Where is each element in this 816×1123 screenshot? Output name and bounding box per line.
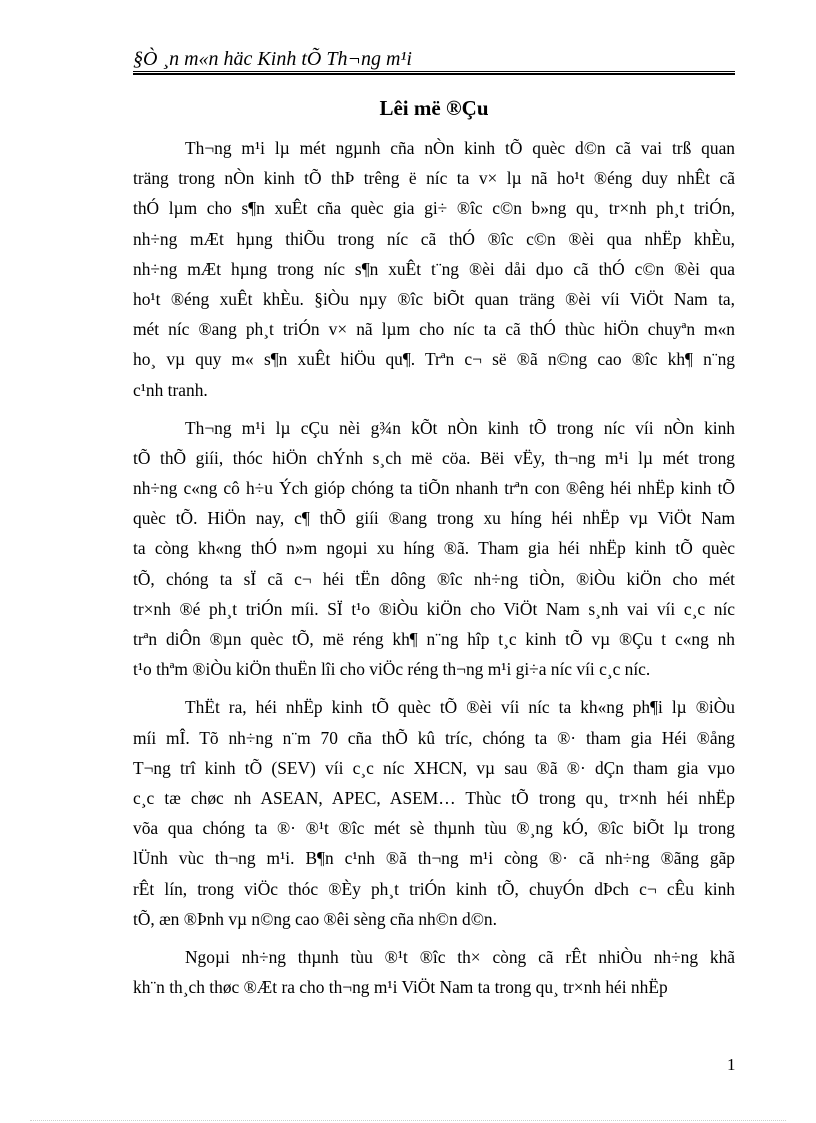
page-number: 1 bbox=[727, 1055, 736, 1074]
header-rule bbox=[133, 71, 735, 75]
text-line: c¹nh tranh. bbox=[133, 379, 208, 400]
text-line: võa qua chóng ta ®· ®¹t ®îc mét sè thµnh tùu ®¸ng kÓ, ®îc biÕt lµ trong bbox=[133, 818, 735, 839]
body-text bbox=[133, 133, 735, 1010]
text-line: thÓ lµm cho s¶n xuÊt cña quèc gia gi÷ ®îc c©n b»ng qu¸ tr×nh ph¸t triÓn, bbox=[133, 198, 735, 219]
text-line: träng trong nÒn kinh tÕ thÞ trêng ë níc ta v× lµ nã ho¹t ®éng duy nhÊt cã bbox=[133, 168, 735, 189]
page-title: Lêi më ®Çu bbox=[379, 96, 489, 120]
text-line: nh÷ng mÆt hµng thiÕu trong níc cã thÓ ®îc c©n ®èi qua nhËp khÈu, bbox=[133, 228, 735, 249]
paragraph bbox=[133, 413, 735, 685]
text-line: rÊt lín, trong viÖc thóc ®Èy ph¸t triÓn kinh tÕ, chuyÓn dÞch c¬ cÊu kinh bbox=[133, 878, 735, 899]
text-line: c¸c tæ chøc nh ASEAN, APEC, ASEM… Thùc tÕ trong qu¸ tr×nh héi nhËp bbox=[133, 787, 735, 808]
text-line: ThËt ra, héi nhËp kinh tÕ quèc tÕ ®èi víi níc ta kh«ng ph¶i lµ ®iÒu bbox=[185, 697, 735, 718]
paragraph bbox=[133, 133, 735, 405]
text-line: ho¸ vµ quy m« s¶n xuÊt hiÖu qu¶. Trªn c¬ së ®ã n©ng cao ®îc kh¶ n¨ng bbox=[133, 349, 735, 370]
running-header: §Ò ¸n m«n häc Kinh tÕ Th¬ng m¹i bbox=[133, 48, 412, 70]
text-line: tÕ, chóng ta sÏ cã c¬ héi tËn dông ®îc nh÷ng tiÒn, ®iÒu kiÖn cho mét bbox=[133, 568, 735, 589]
text-line: lÜnh vùc th¬ng m¹i. B¶n c¹nh ®ã th¬ng m¹i còng ®· cã nh÷ng ®ãng gãp bbox=[133, 848, 735, 869]
text-line: quèc tÕ. HiÖn nay, c¶ thÕ giíi ®ang trong xu híng héi nhËp vµ ViÖt Nam bbox=[133, 508, 735, 529]
text-line: Th¬ng m¹i lµ cÇu nèi g¾n kÕt nÒn kinh tÕ trong níc víi nÒn kinh bbox=[185, 417, 735, 438]
paragraph bbox=[133, 942, 735, 1002]
text-line: Th¬ng m¹i lµ mét ngµnh cña nÒn kinh tÕ quèc d©n cã vai trß quan bbox=[185, 138, 735, 158]
text-line: t¹o thªm ®iÒu kiÖn thuËn lîi cho viÖc réng th¬ng m¹i gi÷a níc víi c¸c níc. bbox=[133, 659, 651, 680]
text-line: kh¨n th¸ch thøc ®Æt ra cho th¬ng m¹i ViÖt Nam ta trong qu¸ tr×nh héi nhËp bbox=[133, 977, 668, 998]
text-line: ho¹t ®éng xuÊt khÈu. §iÒu nµy ®îc biÕt quan träng ®èi víi ViÖt Nam ta, bbox=[133, 288, 735, 309]
text-line: ta còng kh«ng thÓ n»m ngoµi xu híng ®ã. Tham gia héi nhËp kinh tÕ quèc bbox=[133, 538, 735, 559]
text-line: mét níc ®ang ph¸t triÓn v× nã lµm cho níc ta cã thÓ thùc hiÖn chuyªn m«n bbox=[133, 319, 735, 340]
text-line: trªn diÔn ®µn quèc tÕ, më réng kh¶ n¨ng hîp t¸c kinh tÕ vµ ®Çu t c«ng nh bbox=[133, 629, 735, 649]
text-line: tÕ thÕ giíi, thóc hiÖn chÝnh s¸ch më cöa. Bëi vËy, th¬ng m¹i lµ mét trong bbox=[133, 447, 735, 468]
text-line: tÕ, æn ®Þnh vµ n©ng cao ®êi sèng cña nh©n d©n. bbox=[133, 908, 497, 929]
text-line: nh÷ng c«ng cô h÷u Ých gióp chóng ta tiÕn nhanh trªn con ®êng héi nhËp kinh tÕ bbox=[133, 478, 735, 499]
paragraph bbox=[133, 692, 735, 934]
text-line: nh÷ng mÆt hµng trong níc s¶n xuÊt t¨ng ®èi dåi dµo cã thÓ c©n ®èi qua bbox=[133, 258, 735, 279]
text-line: T¬ng trî kinh tÕ (SEV) víi c¸c níc XHCN, vµ sau ®ã ®· dÇn tham gia vµo bbox=[133, 757, 735, 778]
text-line: Ngoµi nh÷ng thµnh tùu ®¹t ®îc th× còng cã rÊt nhiÒu nh÷ng khã bbox=[185, 946, 735, 967]
text-line: míi mÎ. Tõ nh÷ng n¨m 70 cña thÕ kû tríc, chóng ta ®· tham gia Héi ®ång bbox=[133, 727, 735, 748]
text-line: tr×nh ®é ph¸t triÓn míi. SÏ t¹o ®iÒu kiÖn cho ViÖt Nam s¸nh vai víi c¸c níc bbox=[133, 598, 735, 619]
page-bottom-divider bbox=[30, 1120, 786, 1121]
